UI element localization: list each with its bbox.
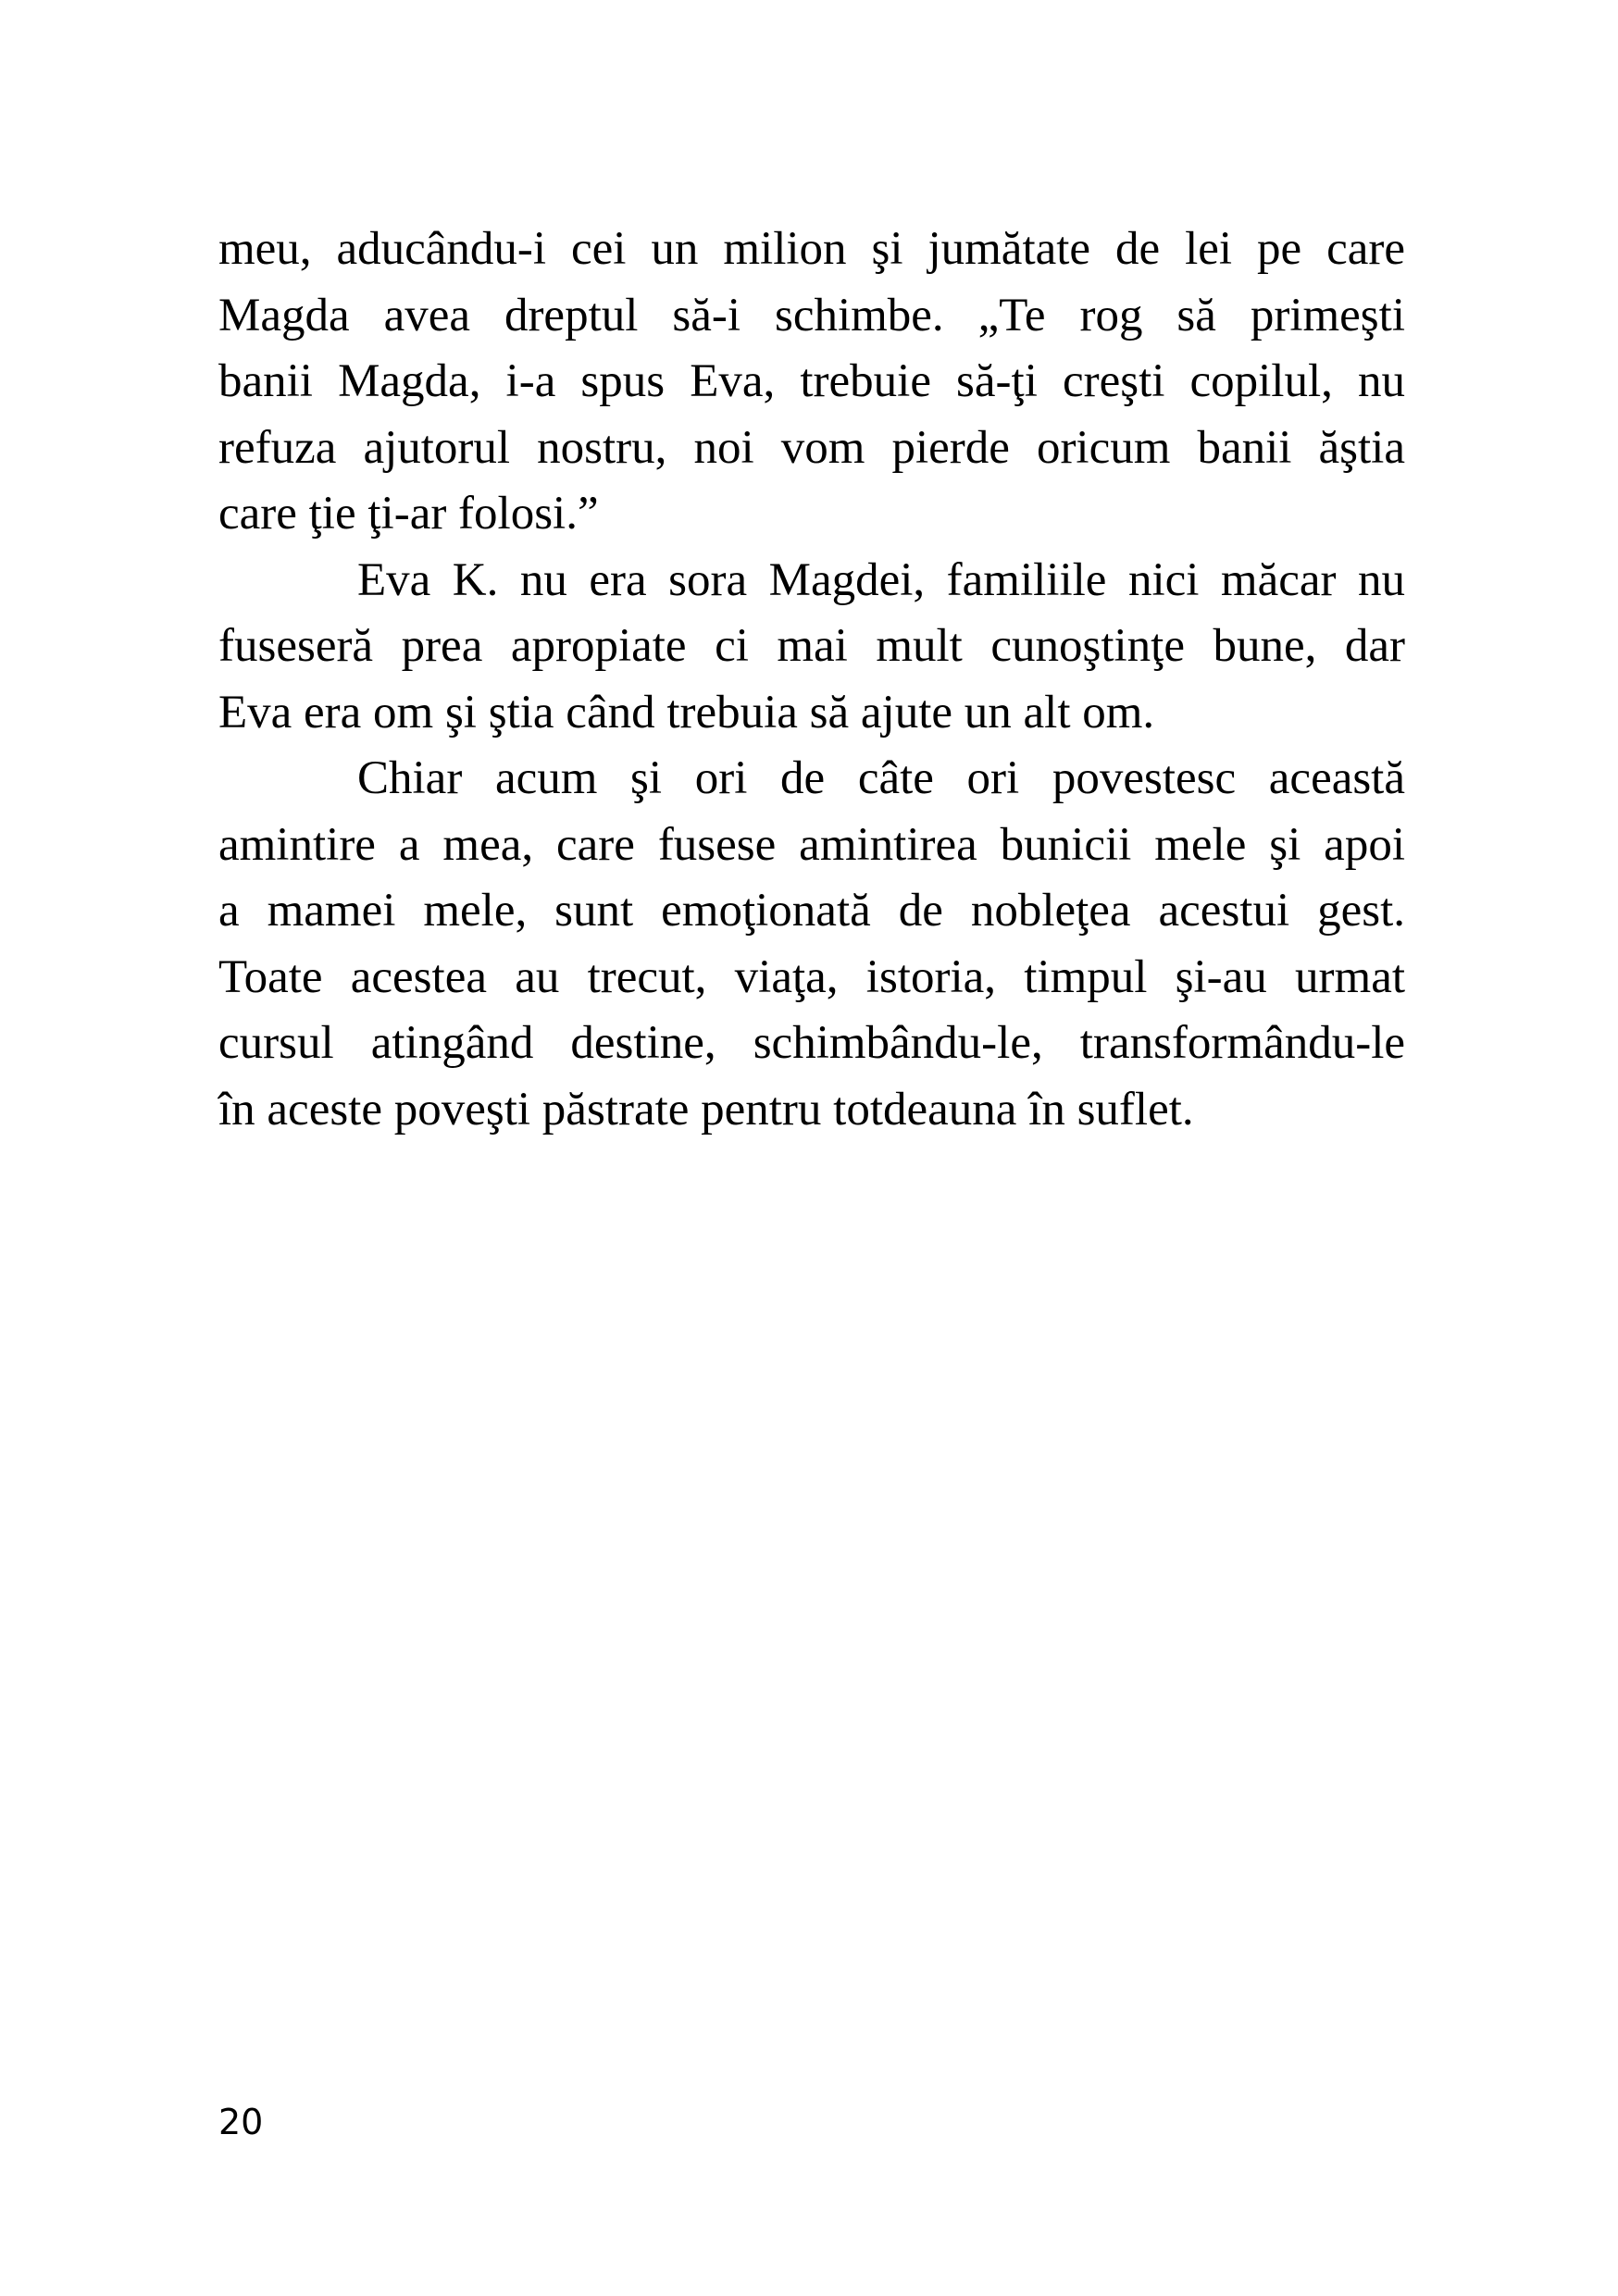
text-line: Toate acestea au trecut, viaţa, istoria, timpul şi-au urmat [218, 950, 1405, 1003]
body-text [218, 217, 1405, 1143]
text-line: care ţie ţi-ar folosi.” [218, 488, 599, 540]
text-line: Eva era om şi ştia când trebuia să ajute un alt om. [218, 686, 1155, 738]
text-line: refuza ajutorul nostru, noi vom pierde oricum banii ăştia [218, 421, 1405, 474]
text-line: banii Magda, i-a spus Eva, trebuie să-ţi creşti copilul, nu [218, 355, 1405, 407]
text-line: Eva K. nu era sora Magdei, familiile nici măcar nu [357, 553, 1405, 606]
text-line: amintire a mea, care fusese amintirea bunicii mele şi apoi [218, 818, 1405, 871]
text-line: Chiar acum şi ori de câte ori povestesc această [357, 752, 1405, 804]
text-line: a mamei mele, sunt emoţionată de nobleţea acestui gest. [218, 885, 1405, 937]
page-number: 20 [218, 2102, 264, 2142]
text-line: cursul atingând destine, schimbându-le, transformându-le [218, 1017, 1405, 1069]
text-line: Magda avea dreptul să-i schimbe. „Te rog să primeşti [218, 289, 1405, 341]
text-line: meu, aducându-i cei un milion şi jumătate de lei pe care [218, 223, 1405, 275]
text-line: în aceste poveşti păstrate pentru totdeauna în suflet. [218, 1083, 1194, 1136]
text-line: fuseseră prea apropiate ci mai mult cunoştinţe bune, dar [218, 620, 1405, 672]
